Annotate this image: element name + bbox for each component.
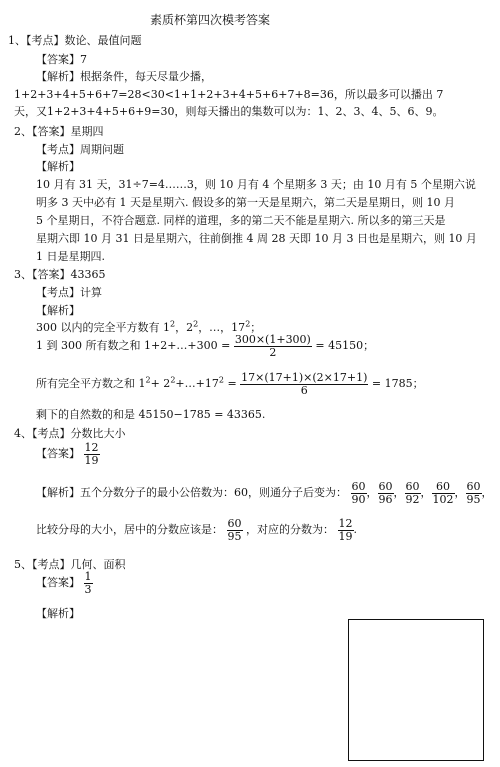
q5-analysis-label: 【解析】 [36,607,80,620]
q2-line-1: 10 月有 31 天，31÷7=4……3，则 10 月有 4 个星期多 3 天；由 10 月有 5 个星期六说 [36,178,476,191]
q3-analysis-label: 【解析】 [36,304,80,317]
q3-line-2: 1 到 300 所有数之和 1+2+…+300 = $\frac{300\times(1+300)}{2}$ = 45150； [36,333,375,359]
page-title: 素质杯第四次模考答案 [150,13,271,27]
q3-kaodian: 【考点】计算 [36,286,102,299]
q4-middle-fraction: $\frac{60}{95}$ [227,517,242,543]
q1-line-1: 1+2+3+4+5+6+7=28<30<1+1+2+3+4+5+6+7+8=36，所以最多可以播出 7 [14,88,444,101]
q3-fraction-squares: $\frac{17\times(17+1)\times(2\times 17+1)}{6}$ [241,371,368,397]
q1-line-2: 天，又1+2+3+4+5+6+9=30，则每天播出的集数可以为：1、2、3、4、5、6、9。 [14,105,444,118]
q2-line-4: 星期六即 10 月 31 日是星期六，往前倒推 4 周 28 天即 10 月 3 日也是星期六，则 10 月 [36,232,477,245]
q3-fraction-sum: $\frac{300\times(1+300)}{2}$ [234,333,311,359]
q2-line-5: 1 日是星期四. [36,250,105,263]
q3-header: 3、【答案】43365 [14,268,106,281]
q4-frac-2: $\frac{60}{96}$ [378,480,393,506]
q4-result-fraction: $\frac{12}{19}$ [338,517,353,543]
q5-header: 5、【考点】几何、面积 [14,558,126,571]
q3-line-4: 剩下的自然数的和是 45150−1785 = 43365. [36,408,266,421]
q1-header [8,32,142,48]
q4-frac-4: $\frac{60}{102}$ [432,480,454,506]
q2-header: 2、【答案】星期四 [14,125,104,138]
q1-number: 1、 [8,34,26,47]
q3-line-1: 300 以内的完全平方数有 $1^2$，$2^2$，…，$17^2$； [36,319,262,334]
q2-line-2: 明多 3 天中必有 1 天是星期六. 假设多的第一天是星期六，第二天是星期日，则 10 月 [36,196,455,209]
q2-kaodian: 【考点】周期问题 [36,143,124,156]
figure-box [348,619,484,761]
q5-answer: 【答案】 $\frac{1}{3}$ [36,570,92,596]
q2-line-3: 5 个星期日，不符合题意. 同样的道理，多的第二天不能是星期六. 所以多的第三天是 [36,214,446,227]
q4-answer: 【答案】 $\frac{12}{19}$ [36,441,99,467]
q4-compare-line: 比较分母的大小，居中的分数应该是： $\frac{60}{95}$ ，对应的分数为： $\frac{12}{19}$ . [36,517,357,543]
q4-frac-5: $\frac{60}{95}$ [466,480,481,506]
q4-frac-1: $\frac{60}{90}$ [351,480,366,506]
q1-kaodian: 【考点】数论、最值问题 [26,34,142,47]
q4-analysis-line: 【解析】五个分数分子的最小公倍数为：60，则通分子后变为： $\frac{60}{90}$ ， $\frac{60}{96}$ ， $\frac{60}{92}$ ， $\frac{60}{102}$ ， $\frac{60}{95}$ ， [36,480,493,506]
q4-frac-3: $\frac{60}{92}$ [405,480,420,506]
q3-line-3: 所有完全平方数之和 $1^2+$ $2^2+\dots+17^2$ = $\frac{17\times(17+1)\times(2\times 17+1)}{6}$ = 1785； [36,371,424,397]
q4-answer-fraction: $\frac{12}{19}$ [84,441,99,467]
q2-analysis-label: 【解析】 [36,160,80,173]
q4-header: 4、【考点】分数比大小 [14,427,126,440]
q1-analysis-label: 【解析】根据条件，每天尽量少播， [36,70,212,83]
q1-answer: 【答案】7 [36,53,87,66]
q5-answer-fraction: $\frac{1}{3}$ [84,570,92,596]
